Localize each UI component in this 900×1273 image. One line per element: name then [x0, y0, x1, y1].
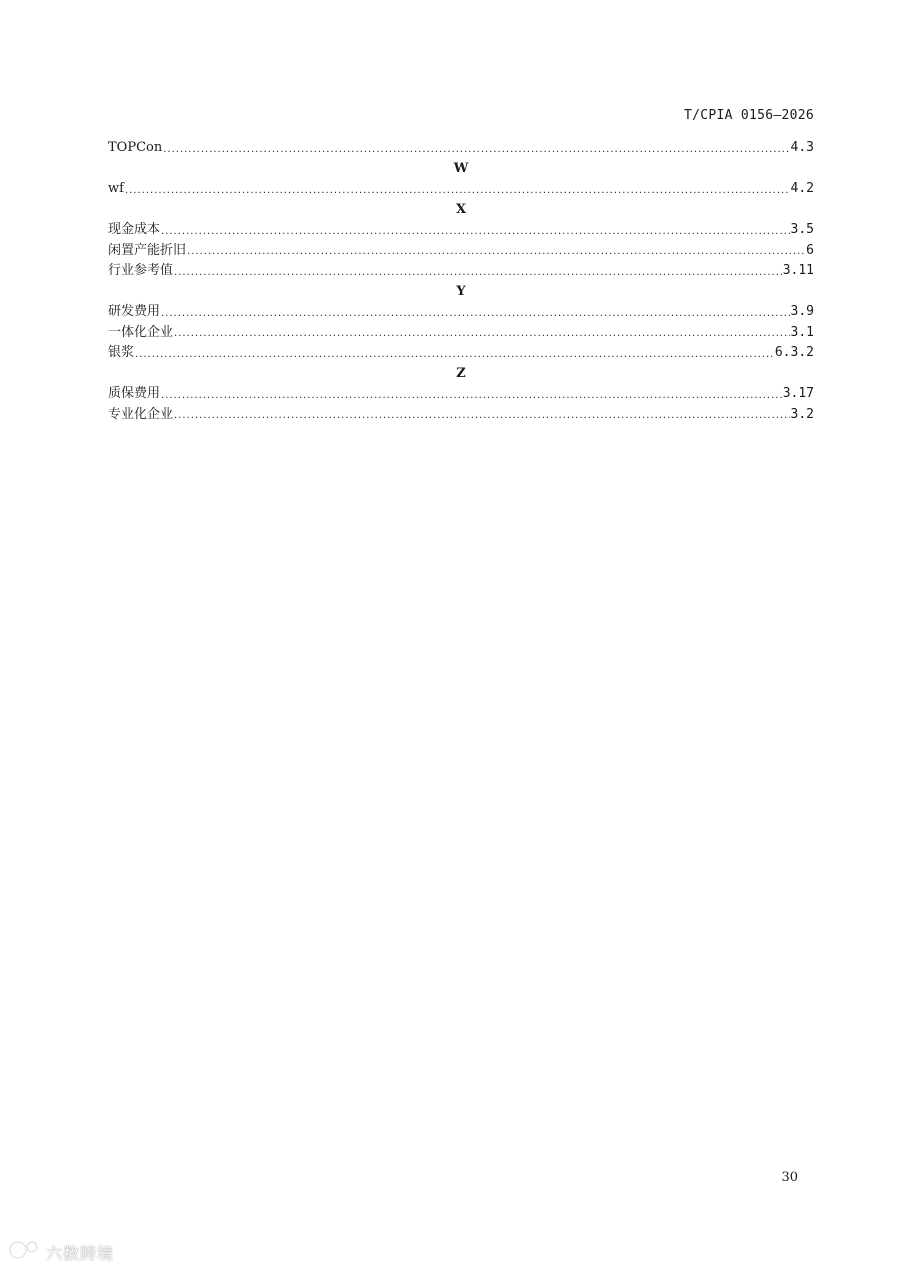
index-entry — [108, 241, 814, 262]
index-entry — [108, 138, 814, 159]
dot-leader — [174, 407, 790, 425]
watermark — [8, 1239, 114, 1265]
page-number: 30 — [781, 1170, 798, 1185]
index-list — [108, 138, 814, 425]
dot-leader — [161, 387, 782, 405]
index-term: 质保费用 — [108, 386, 161, 401]
index-ref: 3.17 — [782, 386, 814, 401]
watermark-text: 六数跨境 — [46, 1243, 115, 1263]
index-term: wf — [108, 181, 124, 196]
index-ref: 3.11 — [782, 263, 814, 278]
dot-leader — [163, 141, 789, 159]
dot-leader — [135, 346, 774, 364]
index-entry — [108, 220, 814, 241]
dot-leader — [161, 305, 790, 323]
index-entry — [108, 261, 814, 282]
index-entry — [108, 179, 814, 200]
index-entry — [108, 323, 814, 344]
index-entry — [108, 302, 814, 323]
index-ref: 3.9 — [790, 304, 814, 319]
index-entry — [108, 384, 814, 405]
letter-heading: Z — [456, 365, 466, 381]
index-entry — [108, 405, 814, 426]
dot-leader — [161, 223, 790, 241]
index-ref: 6.3.2 — [774, 345, 814, 360]
letter-heading: W — [453, 160, 469, 176]
letter-heading: X — [455, 201, 467, 217]
dot-leader — [125, 182, 790, 200]
index-ref: 3.2 — [790, 406, 814, 422]
index-ref: 3.1 — [790, 324, 814, 340]
index-term: 一体化企业 — [108, 324, 174, 340]
document-code: T/CPIA 0156—2026 — [683, 108, 814, 123]
index-term: TOPCon — [108, 140, 163, 155]
index-term: 银浆 — [108, 345, 135, 360]
index-term: 现金成本 — [108, 222, 161, 237]
index-ref: 4.3 — [790, 140, 814, 155]
index-entry — [108, 343, 814, 364]
index-term: 闲置产能折旧 — [108, 242, 187, 258]
index-ref: 6 — [806, 242, 814, 258]
index-ref: 3.5 — [790, 222, 814, 237]
letter-heading: Y — [456, 283, 466, 299]
dot-leader — [174, 264, 782, 282]
index-ref: 4.2 — [790, 181, 814, 196]
logo-icon — [8, 1239, 42, 1265]
index-term: 研发费用 — [108, 304, 161, 319]
index-term: 行业参考值 — [108, 263, 174, 278]
index-term: 专业化企业 — [108, 406, 174, 422]
dot-leader — [187, 243, 805, 261]
dot-leader — [174, 325, 790, 343]
